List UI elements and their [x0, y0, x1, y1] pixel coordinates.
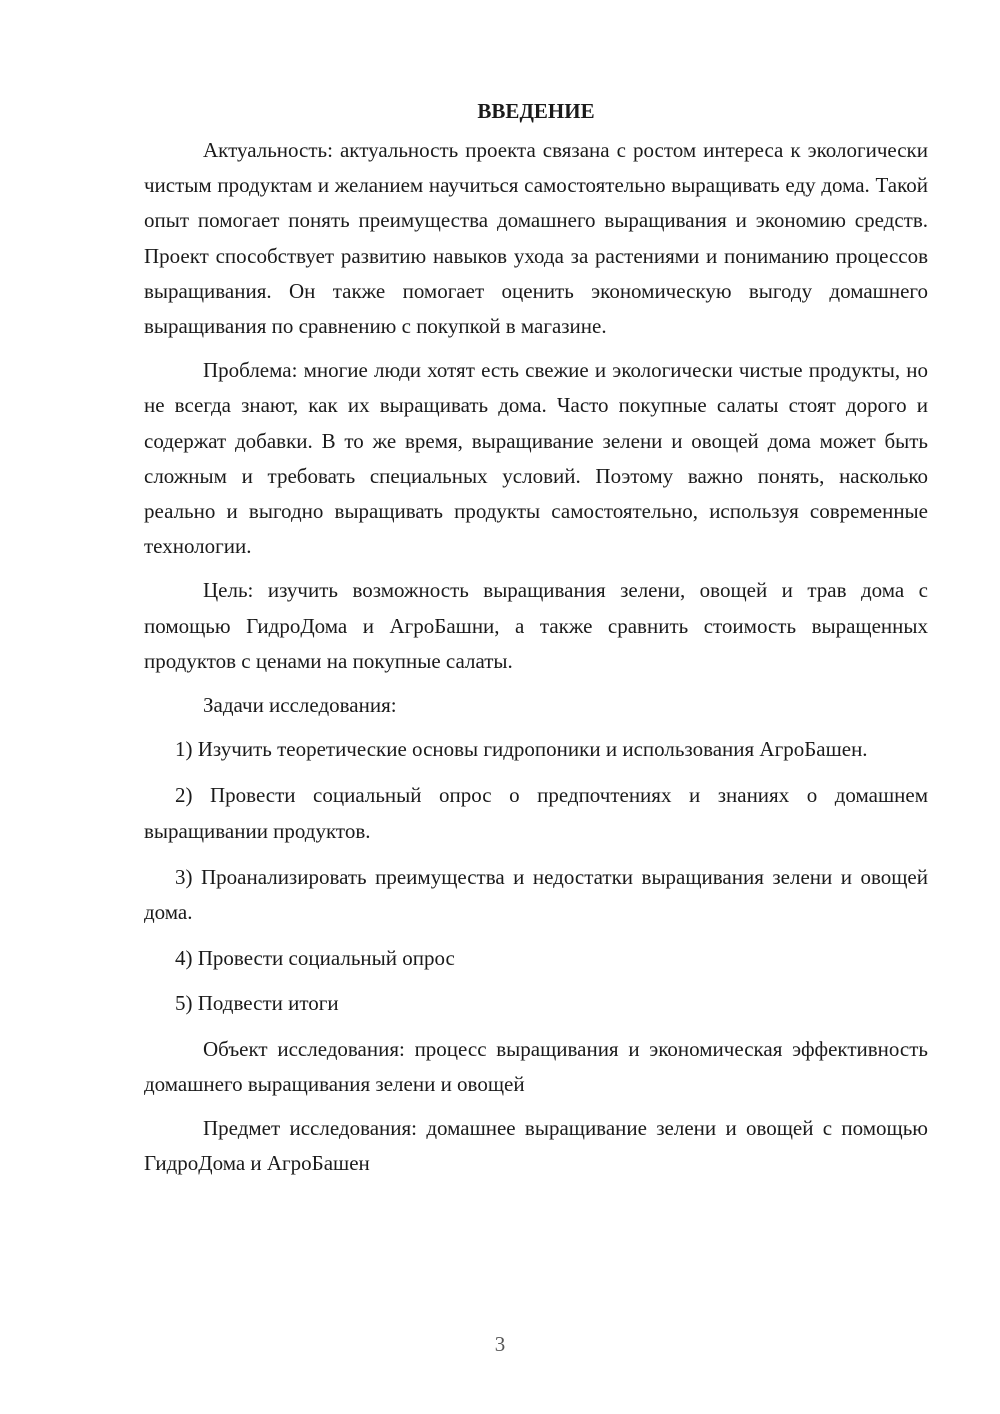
task-item: 1) Изучить теоретические основы гидропоники и использования АгроБашен.	[175, 737, 868, 762]
document-page	[144, 96, 928, 1190]
page-title: ВВЕДЕНИЕ	[477, 99, 595, 123]
task-item: 4) Провести социальный опрос	[175, 946, 455, 971]
tasks-heading: Задачи исследования:	[203, 693, 397, 718]
page-number: 3	[494, 1332, 506, 1356]
goal-paragraph: Цель: изучить возможность выращивания зелени, овощей и трав дома с помощью ГидроДома и АгроБашни, а также сравнить стоимость выращенных продуктов с ценами на покупные салаты.	[144, 578, 928, 673]
relevance-paragraph: Актуальность: актуальность проекта связана с ростом интереса к экологически чистым продуктам и желанием научиться самостоятельно выращивать еду дома. Такой опыт помогает понять преимущества домашнего выращивания и экономию средств. Проект способствует развитию навыков ухода за растениями и пониманию процессов выращивания. Он также помогает оценить экономическую выгоду домашнего выращивания по сравнению с покупкой в магазине.	[144, 138, 928, 339]
task-item: 3) Проанализировать преимущества и недостатки выращивания зелени и овощей дома.	[144, 864, 928, 925]
subject-paragraph: Предмет исследования: домашнее выращивание зелени и овощей с помощью ГидроДома и АгроБашен	[144, 1116, 928, 1176]
task-item: 2) Провести социальный опрос о предпочтениях и знаниях о домашнем выращивании продуктов.	[144, 783, 928, 843]
object-paragraph: Объект исследования: процесс выращивания и экономическая эффективность домашнего выращивания зелени и овощей	[144, 1036, 928, 1096]
problem-paragraph: Проблема: многие люди хотят есть свежие и экологически чистые продукты, но не всегда знают, как их выращивать дома. Часто покупные салаты стоят дорого и содержат добавки. В то же время, выращивание зелени и овощей дома может быть сложным и требовать специальных условий. Поэтому важно понять, насколько реально и выгодно выращивать продукты самостоятельно, используя современные технологии.	[144, 358, 928, 559]
task-item: 5) Подвести итоги	[175, 991, 339, 1016]
